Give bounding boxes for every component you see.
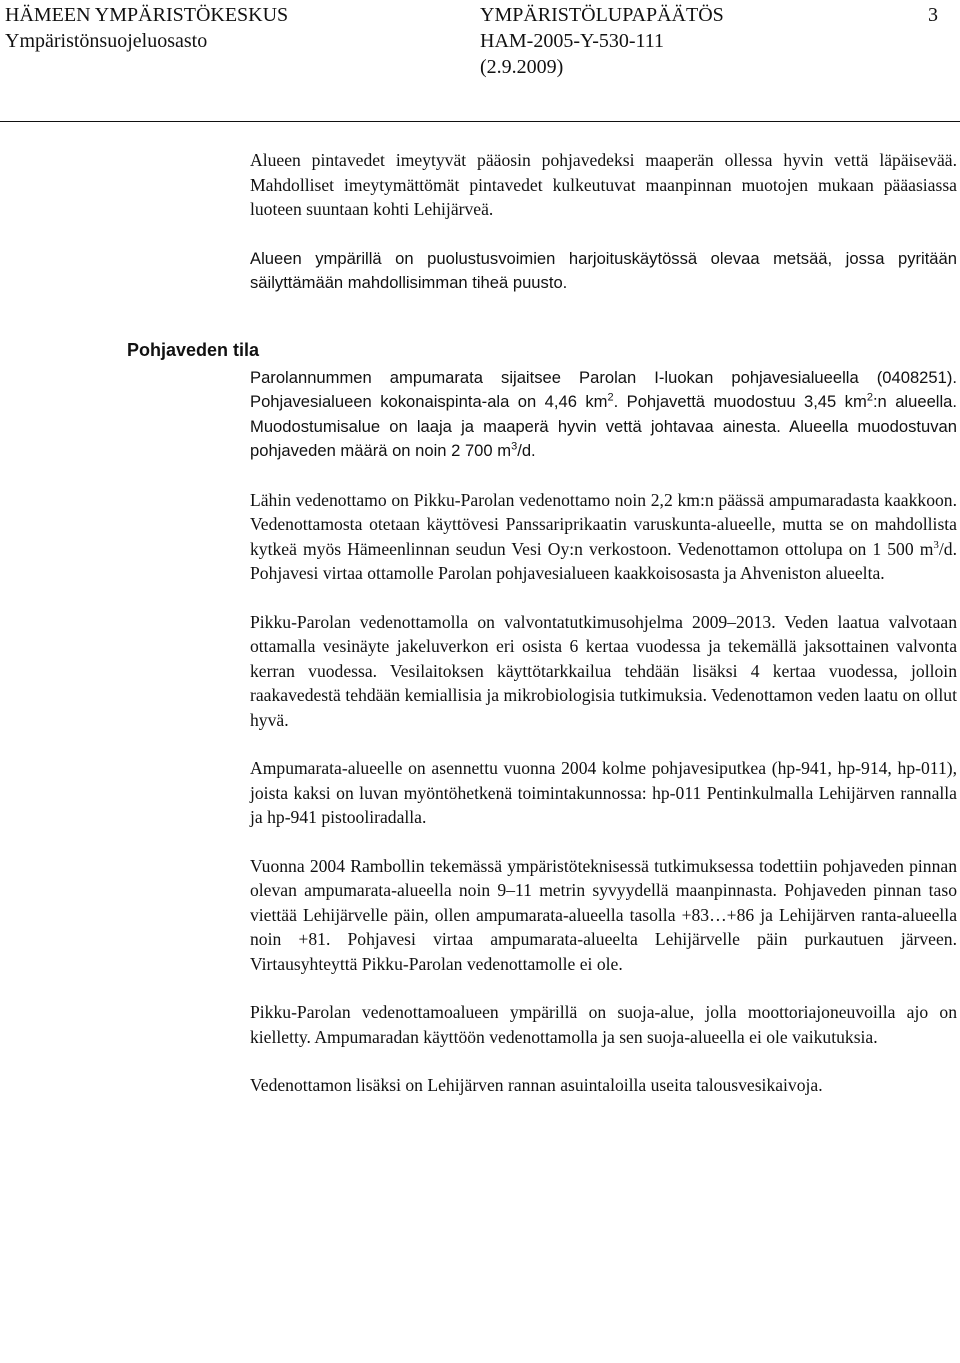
header-org: HÄMEEN YMPÄRISTÖKESKUS — [5, 4, 289, 26]
paragraph-groundwater-level: Vuonna 2004 Rambollin tekemässä ympäristöteknisessä tutkimuksessa todettiin pohjaveden pinnan olevan ampumarata-alueella noin 9–11 metrin syvyydellä maanpinnasta. Pohjaveden pinnan taso viettää Lehijärvelle päin, ollen ampumarata-alueella tasolla +83…+86 ja Lehijärven ranta-alueella noin +81. Pohjavesi virtaa ampumarata-alueelta Lehijärvelle päin purkautuen järveen. Virtausyhteyttä Pikku-Parolan vedenottamolle ei ole. — [250, 855, 957, 974]
paragraph-protection-zone: Pikku-Parolan vedenottamoalueen ympärillä on suoja-alue, jolla moottoriajoneuvoilla ajo on kielletty. Ampumaradan käyttöön vedenottamolla ja sen suoja-alueella ei ole vaikutuksia. — [250, 1002, 957, 1047]
header-doc-number: HAM-2005-Y-530-111 — [480, 30, 665, 52]
paragraph-observation-wells: Ampumarata-alueelle on asennettu vuonna 2004 kolme pohjavesiputkea (hp-941, hp-914, hp-011), joista kaksi on luvan myöntöhetkenä toimintakunnossa: hp-011 Pentinkulmalla Lehijärven rannalla ja hp-941 pistooliradalla. — [250, 758, 957, 827]
paragraph-surface-water: Alueen pintavedet imeytyvät pääosin pohjavedeksi maaperän ollessa hyvin vettä läpäisevää. Mahdolliset imeytymättömät pintavedet kulkeutuvat maanpinnan muotojen mukaan pääasiassa luoteen suuntaan kohti Lehijärveä. — [250, 150, 957, 219]
page-number: 3 — [928, 4, 938, 26]
header-left — [5, 2, 288, 54]
paragraph-water-intake: Lähin vedenottamo on Pikku-Parolan vedenottamo noin 2,2 km:n päässä ampumaradasta kaakkoon. Vedenottamosta otetaan käyttövesi Panssariprikaatin varuskunta-alueelle, mutta se on mahdollista kytkeä myös Hämeenlinnan seudun Vesi Oy:n verkostoon. Vedenottamon ottolupa on 1 500 $m^3/d$. Pohjavesi virtaa ottamolle Parolan pohjavesialueen kaakkoisosasta ja Ahveniston alueelta. — [250, 489, 957, 583]
paragraph-groundwater-area: Parolannummen ampumarata sijaitsee Parolan I-luokan pohjavesialueella (0408251). Pohjavesialueen kokonaispinta-ala on 4,46 $km^2$. Pohjavettä muodostuu 3,45 $km^2:n$ alueella. Muodostumisalue on laaja ja maaperä hyvin vettä johtavaa ainesta. Alueella muodostuvan pohjaveden määrä on noin 2 700 $m^3/d$. — [250, 367, 958, 460]
header-doc-date: (2.9.2009) — [480, 56, 564, 78]
header-divider — [0, 121, 960, 122]
paragraph-monitoring: Pikku-Parolan vedenottamolla on valvontatutkimusohjelma 2009–2013. Veden laatua valvotaan ottamalla vesinäyte jakeluverkon eri osista 6 kertaa vuodessa ja tekemällä jaksottainen valvonta kerran vuodessa. Vesilaitoksen käyttötarkkailua tehdään lisäksi 4 kertaa vuodessa, jolloin raakavedestä tehdään kemiallisia ja mikrobiologisia tutkimuksia. Vedenottamon veden laatu on ollut hyvä. — [250, 611, 957, 730]
header-middle — [480, 2, 724, 80]
paragraph-household-wells: Vedenottamon lisäksi on Lehijärven rannan asuintaloilla useita talousvesikaivoja. — [250, 1075, 823, 1095]
header-unit: Ympäristönsuojeluosasto — [5, 30, 208, 52]
paragraph-forest: Alueen ympärillä on puolustusvoimien harjoituskäytössä olevaa metsää, jossa pyritään säilyttämään mahdollisimman tiheä puusto. — [250, 248, 957, 292]
header-doc-type: YMPÄRISTÖLUPAPÄÄTÖS — [480, 4, 724, 26]
section-label: Pohjaveden tila — [127, 340, 260, 360]
body-content — [250, 148, 957, 1098]
